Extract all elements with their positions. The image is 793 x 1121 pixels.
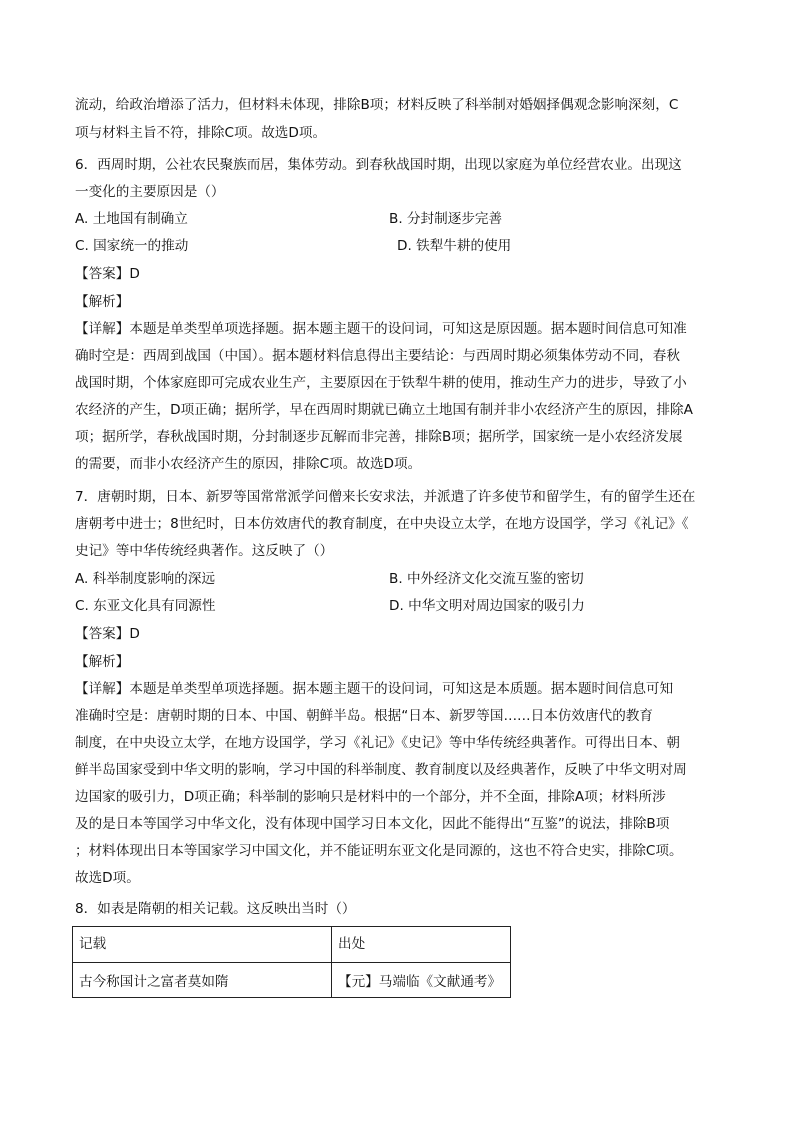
q6-detail: 【详解】本题是单类型单项选择题。据本题主题干的设问词，可知这是原因题。据本题时间信息可知准 <box>75 321 687 337</box>
q6-option-a: A. 土地国有制确立 <box>75 211 188 227</box>
question-7-stem-cont: 唐朝考中进士；8世纪时，日本仿效唐代的教育制度，在中央设立太学，在地方设国学，学习《礼记》《 <box>75 516 689 532</box>
q7-analysis-label: 【解析】 <box>75 654 130 670</box>
q6-option-d: D. 铁犁牛耕的使用 <box>397 238 512 254</box>
q7-answer: 【答案】D <box>75 626 140 642</box>
question-8-stem: 8．如表是隋朝的相关记载。这反映出当时（） <box>75 901 356 917</box>
q6-detail: 确时空是：西周到战国（中国）。据本题材料信息得出主要结论：与西周时期必须集体劳动不同，春秋 <box>75 348 680 364</box>
q7-detail: 准确时空是：唐朝时期的日本、中国、朝鲜半岛。根据“日本、新罗等国……日本仿效唐代的教育 <box>75 708 653 724</box>
q6-option-c: C. 国家统一的推动 <box>75 238 189 254</box>
q6-answer: 【答案】D <box>75 266 140 282</box>
q6-option-b: B. 分封制逐步完善 <box>389 211 503 227</box>
record-table <box>72 926 511 998</box>
text-line: 项与材料主旨不符，排除C项。故选D项。 <box>75 125 327 141</box>
question-6-stem-cont: 一变化的主要原因是（） <box>75 184 225 200</box>
question-7-stem-cont: 史记》等中华传统经典著作。这反映了（） <box>75 543 334 559</box>
q7-detail: 及的是日本等国学习中华文化，没有体现中国学习日本文化，因此不能得出“互鉴”的说法，排除B项 <box>75 816 670 832</box>
q6-detail: 农经济的产生，D项正确；据所学，早在西周时期就已确立土地国有制并非小农经济产生的原因，排除A <box>75 402 693 418</box>
q7-option-d: D. 中华文明对周边国家的吸引力 <box>389 598 585 614</box>
text-line: 流动，给政治增添了活力，但材料未体现，排除B项；材料反映了科举制对婚姻择偶观念影响深刻，C <box>75 97 679 113</box>
q7-detail: 鲜半岛国家受到中华文明的影响，学习中国的科举制度、教育制度以及经典著作，反映了中华文明对周 <box>75 762 687 778</box>
table-header-cell: 出处 <box>332 927 511 963</box>
table-header-cell: 记载 <box>73 927 332 963</box>
table-cell: 【元】马端临《文献通考》 <box>332 963 511 998</box>
q7-option-b: B. 中外经济文化交流互鉴的密切 <box>389 571 584 587</box>
q6-detail: 的需要，而非小农经济产生的原因，排除C项。故选D项。 <box>75 456 422 472</box>
question-6-stem: 6．西周时期，公社农民聚族而居，集体劳动。到春秋战国时期，出现以家庭为单位经营农业。出现这 <box>75 157 682 173</box>
q7-detail: 制度，在中央设立太学，在地方设国学，学习《礼记》《史记》等中华传统经典著作。可得出日本、朝 <box>75 735 680 751</box>
q6-detail: 项；据所学，春秋战国时期，分封制逐步瓦解而非完善，排除B项；据所学，国家统一是小农经济发展 <box>75 429 683 445</box>
table-header-row <box>73 927 511 963</box>
question-7-stem: 7．唐朝时期，日本、新罗等国常常派学问僧来长安求法，并派遣了许多使节和留学生，有的留学生还在 <box>75 489 696 505</box>
q6-analysis-label: 【解析】 <box>75 294 130 310</box>
q7-option-a: A. 科举制度影响的深远 <box>75 571 216 587</box>
table-cell: 古今称国计之富者莫如隋 <box>73 963 332 998</box>
q7-option-c: C. 东亚文化具有同源性 <box>75 598 216 614</box>
q6-detail: 战国时期，个体家庭即可完成农业生产，主要原因在于铁犁牛耕的使用，推动生产力的进步，导致了小 <box>75 375 687 391</box>
table-row <box>73 963 511 998</box>
q7-detail: 故选D项。 <box>75 870 140 886</box>
q7-detail: 边国家的吸引力，D项正确；科举制的影响只是材料中的一个部分，并不全面，排除A项；材料所涉 <box>75 789 666 805</box>
q7-detail: 【详解】本题是单类型单项选择题。据本题主题干的设问词，可知这是本质题。据本题时间信息可知 <box>75 681 674 697</box>
q7-detail: ；材料体现出日本等国家学习中国文化，并不能证明东亚文化是同源的，这也不符合史实，排除C项。 <box>75 843 683 859</box>
